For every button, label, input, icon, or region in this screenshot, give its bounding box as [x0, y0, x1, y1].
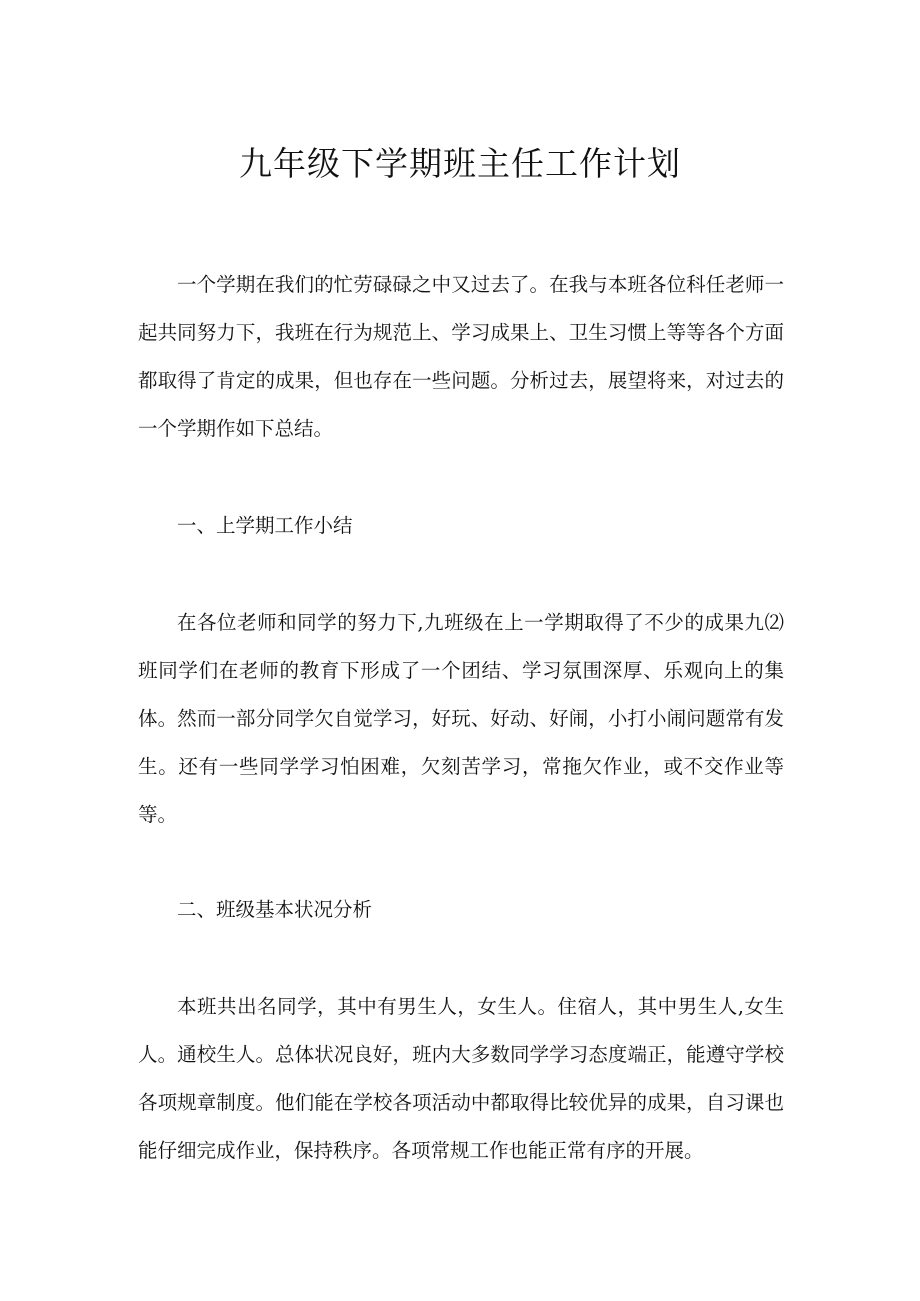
section-1-paragraph: 在各位老师和同学的努力下,九班级在上一学期取得了不少的成果九⑵班同学们在老师的教育下形成了一个团结、学习氛围深厚、乐观向上的集体。然而一部分同学欠自觉学习，好玩、好动、好闹，小打小闹问题常有发生。还有一些同学学习怕困难，欠刻苦学习，常拖欠作业，或不交作业等等。	[138, 611, 784, 826]
section-2-paragraph: 本班共出名同学，其中有男生人，女生人。住宿人，其中男生人,女生人。通校生人。总体状况良好，班内大多数同学学习态度端正，能遵守学校各项规章制度。他们能在学校各项活动中都取得比较优异的成果，自习课也能仔细完成作业，保持秩序。各项常规工作也能正常有序的开展。	[138, 995, 784, 1162]
page-title: 九年级下学期班主任工作计划	[239, 144, 681, 183]
intro-paragraph: 一个学期在我们的忙劳碌碌之中又过去了。在我与本班各位科任老师一起共同努力下，我班在行为规范上、学习成果上、卫生习惯上等等各个方面都取得了肯定的成果，但也存在一些问题。分析过去，展望将来，对过去的一个学期作如下总结。	[138, 273, 784, 440]
section-1-heading: 一、上学期工作小结	[177, 514, 353, 537]
section-2-heading: 二、班级基本状况分析	[177, 898, 373, 921]
